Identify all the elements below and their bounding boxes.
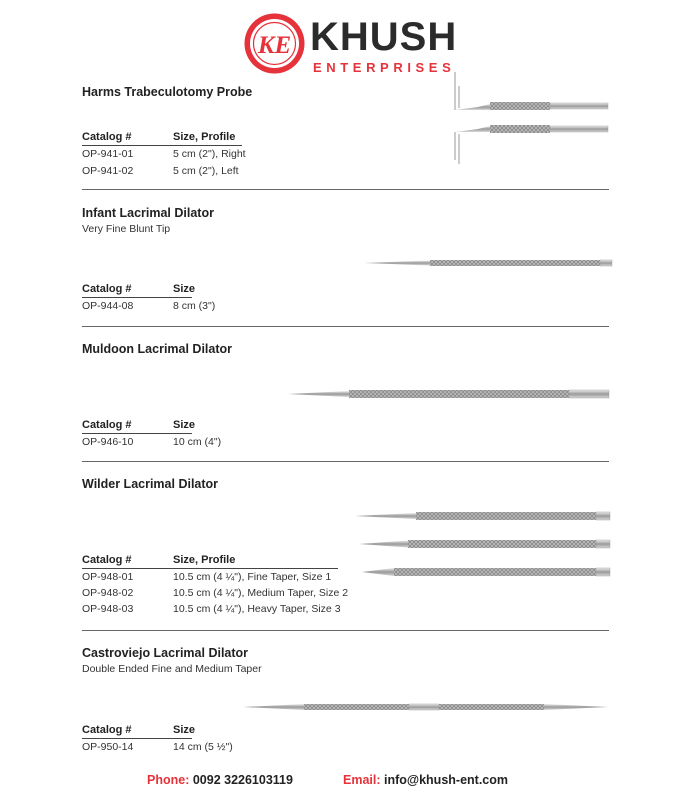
size-value: 10.5 cm (4 ¼"), Medium Taper, Size 2 [173,587,349,599]
product-title: Muldoon Lacrimal Dilator [82,342,233,356]
section-divider [82,189,609,190]
company-logo [243,8,458,78]
catalog-number: OP-941-02 [82,165,134,177]
catalog-number: OP-944-08 [82,300,134,312]
product-title: Wilder Lacrimal Dilator [82,477,219,491]
product-title: Infant Lacrimal Dilator [82,206,214,220]
infant-dilator-image [360,256,615,270]
phone-label: Phone: [147,773,190,787]
size-value: 14 cm (5 ½") [173,741,233,753]
product-title: Castroviejo Lacrimal Dilator [82,646,249,660]
catalog-number: OP-948-03 [82,603,134,615]
catalog-header: Catalog # [82,283,132,295]
logo-wordmark: KHUSH [310,15,458,59]
email-label: Email: [343,773,381,787]
catalog-header: Catalog # [82,554,132,566]
footer-email [343,773,508,787]
size-value: 10.5 cm (4 ¼"), Heavy Taper, Size 3 [173,603,341,615]
catalog-number: OP-948-01 [82,571,134,583]
header-underline [82,297,192,298]
footer-phone [147,773,293,787]
catalog-header: Catalog # [82,131,132,143]
logo-badge-icon [243,12,306,75]
section-divider [82,461,609,462]
header-underline [82,145,242,146]
catalog-header: Catalog # [82,724,132,736]
header-underline [82,568,338,569]
email-address[interactable]: info@khush-ent.com [384,773,508,787]
catalog-number: OP-950-14 [82,741,134,753]
section-divider [82,326,609,327]
size-value: 10 cm (4") [173,436,222,448]
size-value: 5 cm (2"), Right [173,148,246,160]
catalog-number: OP-948-02 [82,587,134,599]
size-header: Size [173,419,196,431]
size-header: Size [173,724,196,736]
section-divider [82,630,609,631]
size-header: Size, Profile [173,131,236,143]
phone-number[interactable]: 0092 3226103119 [192,773,293,787]
product-subtitle: Very Fine Blunt Tip [82,223,171,235]
size-value: 10.5 cm (4 ¼"), Fine Taper, Size 1 [173,571,332,583]
logo-tagline: ENTERPRISES [313,60,456,75]
catalog-header: Catalog # [82,419,132,431]
header-underline [82,738,192,739]
product-subtitle: Double Ended Fine and Medium Taper [82,663,262,675]
catalog-number: OP-946-10 [82,436,134,448]
catalog-number: OP-941-01 [82,148,134,160]
size-header: Size [173,283,196,295]
harms-probe-image [450,72,615,167]
wilder-dilators-image [352,508,614,584]
size-header: Size, Profile [173,554,236,566]
castroviejo-dilator-image [240,700,615,714]
size-value: 8 cm (3") [173,300,216,312]
logo-initials: KE [257,32,292,59]
product-title: Harms Trabeculotomy Probe [82,85,253,99]
muldoon-dilator-image [285,386,615,402]
header-underline [82,433,192,434]
size-value: 5 cm (2"), Left [173,165,239,177]
